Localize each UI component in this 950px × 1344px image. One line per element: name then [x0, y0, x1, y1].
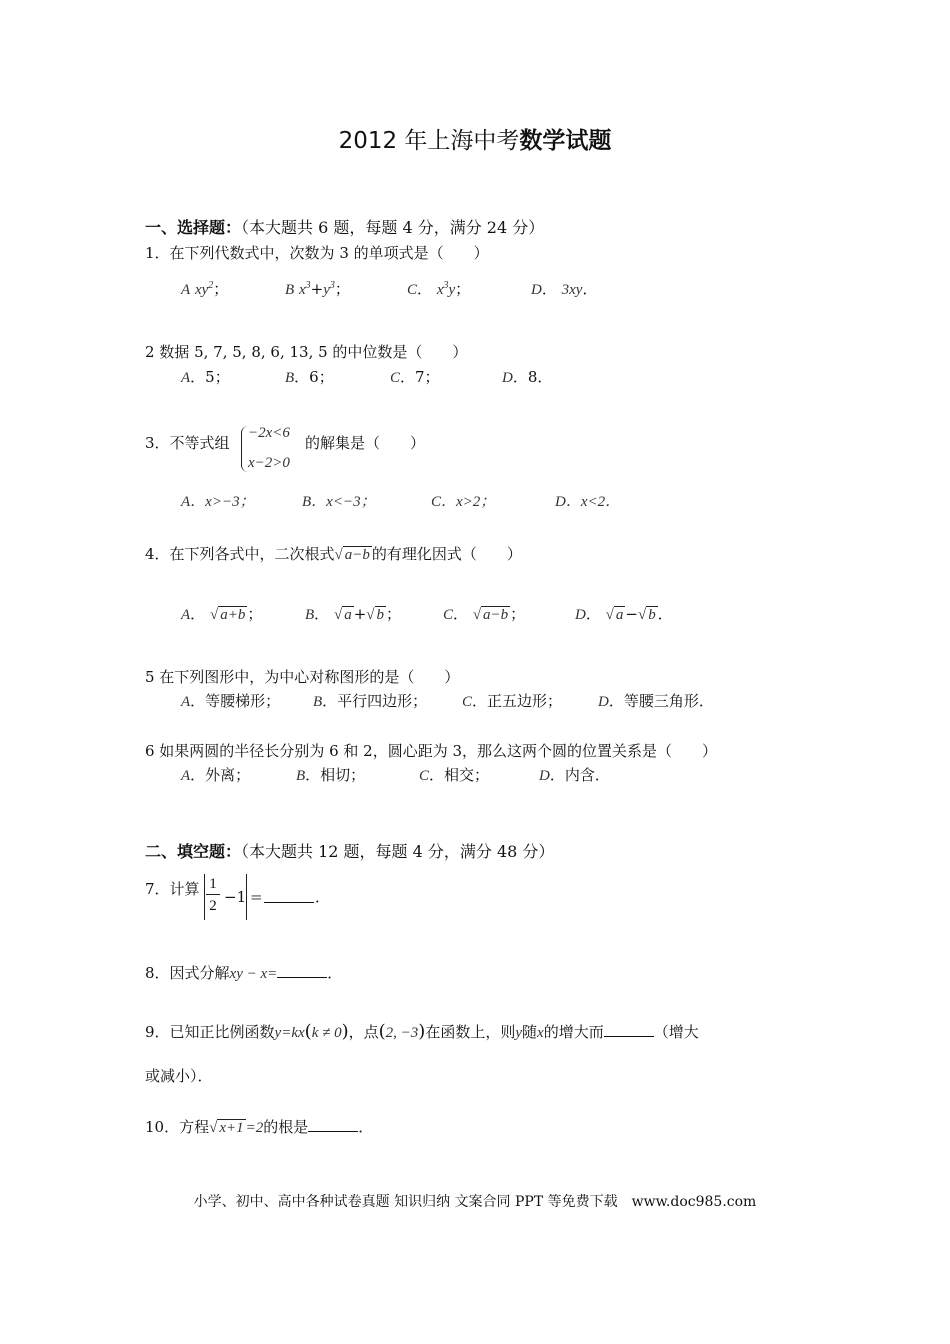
q7-end: ．: [315, 888, 331, 906]
q6-option-b: B．相切；: [296, 766, 366, 784]
q2-option-a: A．5；: [181, 368, 230, 386]
q2-stem: 2 数据 5, 7, 5, 8, 6, 13, 5 的中位数是（ ）: [145, 343, 468, 361]
q5-option-a: A．等腰梯形；: [181, 692, 281, 710]
title-main: 2012 年上海中考: [338, 128, 520, 154]
q4-stem: 4．在下列各式中，二次根式√ a−b 的有理化因式（ ）: [145, 545, 522, 563]
q1-option-a: A $xy^2$；: [181, 280, 229, 298]
q5-option-d: D．等腰三角形．: [598, 692, 714, 710]
q6-option-d: D．内含．: [539, 766, 610, 784]
q7-minus-one: −1: [224, 888, 247, 906]
q3-suffix: 的解集是（ ）: [305, 434, 426, 452]
q9-line2: 或减小）．: [145, 1067, 213, 1085]
q6-option-a: A．外离；: [181, 766, 251, 784]
q3-option-d: D．x<2．: [555, 494, 621, 510]
page-title: [0, 128, 950, 156]
q9-line: 9．已知正比例函数y=kx(k ≠ 0)，点(2, −3)在函数上，则y随x的增大而 （增大: [145, 1021, 699, 1042]
q4-option-c: C． √ a−b ；: [443, 605, 526, 623]
q8-answer-blank[interactable]: [277, 963, 327, 978]
q1-stem: 1．在下列代数式中，次数为 3 的单项式是（ ）: [145, 244, 489, 262]
section-label: 二、填空题：: [145, 842, 242, 861]
q3-prefix: 3．不等式组: [145, 434, 230, 452]
sqrt-expression: √ x+1: [209, 1120, 244, 1136]
q8-line: 8．因式分解xy − x= ．: [145, 964, 343, 982]
section-fill-heading: [145, 842, 554, 861]
sqrt-expression: √ a−b: [334, 547, 370, 563]
q4-option-a: A． √ a+b ；: [181, 605, 263, 623]
q7-fraction: $\frac{1}{2}$: [206, 874, 220, 917]
q3-option-b: B．x<−3；: [302, 494, 376, 510]
q1-option-b: B $x^3+y^3$；: [285, 280, 350, 298]
footer-text: 小学、初中、高中各种试卷真题 知识归纳 文案合同 PPT 等免费下载 www.doc985.com: [193, 1194, 757, 1210]
section-label: 一、选择题：: [145, 218, 242, 237]
q6-stem: 6 如果两圆的半径长分别为 6 和 2，圆心距为 3，那么这两个圆的位置关系是（ ）: [145, 742, 718, 760]
q7-answer-blank[interactable]: [264, 886, 314, 903]
q1-option-c: C． $x^3y$；: [407, 280, 471, 298]
q7-prefix: 7．计算: [145, 880, 200, 898]
section-desc: （本大题共 12 题，每题 4 分，满分 48 分）: [241, 842, 555, 861]
q1-option-d: D． 3xy．: [531, 280, 598, 298]
title-bold: 数学试题: [519, 128, 612, 154]
q9-answer-blank[interactable]: [604, 1022, 654, 1037]
q3-option-c: C．x>2；: [431, 494, 496, 510]
q5-option-b: B．平行四边形；: [313, 692, 428, 710]
q3-line2: x−2>0: [248, 455, 290, 471]
q10-line: 10．方程√ x+1 =2的根是 ．: [145, 1118, 374, 1136]
q7-abs-bar-left: [204, 874, 205, 920]
q4-option-d: D． √ a −√ b ．: [575, 605, 673, 623]
q5-stem: 5 在下列图形中，为中心对称图形的是（ ）: [145, 668, 460, 686]
section-desc: （本大题共 6 题，每题 4 分，满分 24 分）: [241, 218, 545, 237]
q7-equals: =: [250, 888, 263, 906]
q6-option-c: C．相交；: [419, 766, 490, 784]
q3-option-a: A．x>−3；: [181, 494, 255, 510]
q3-brace: [241, 426, 248, 472]
q3-line1: −2x<6: [248, 425, 290, 441]
q7-abs-bar-right: [246, 874, 247, 920]
q2-option-c: C．7；: [390, 368, 440, 386]
q2-option-b: B．6；: [285, 368, 334, 386]
section-choice-heading: [145, 218, 544, 237]
q10-answer-blank[interactable]: [308, 1117, 358, 1132]
q5-option-c: C．正五边形；: [462, 692, 563, 710]
q4-option-b: B． √ a +√ b ；: [305, 605, 402, 623]
q2-option-d: D．8．: [502, 368, 553, 386]
